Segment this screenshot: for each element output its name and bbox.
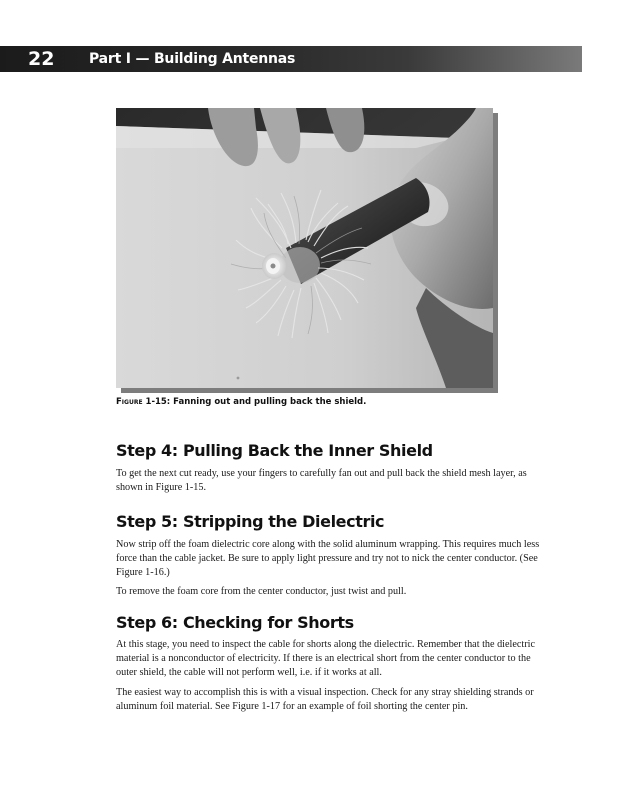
page-number: 22 bbox=[28, 48, 55, 70]
step-5-paragraph-1: Now strip off the foam dielectric core along with the solid aluminum wrapping. This requires much less force than the cable jacket. Be sure to apply light pressure and try not to nick the center conductor. (See Figure 1-16.) bbox=[116, 539, 540, 578]
part-title: Part I — Building Antennas bbox=[89, 51, 296, 67]
figure-caption bbox=[116, 397, 366, 407]
step-6-paragraph-1: At this stage, you need to inspect the cable for shorts along the dielectric. Remember that the dielectric material is a nonconductor of electricity. If there is an electrical short from the center conductor to the outer shield, the cable will not perform well, i.e. if it works at all. bbox=[116, 639, 535, 678]
step-4-paragraph: To get the next cut ready, use your fingers to carefully fan out and pull back the shield mesh layer, as shown in Figure 1-15. bbox=[116, 468, 527, 493]
section-heading-step-4: Step 4: Pulling Back the Inner Shield bbox=[116, 441, 433, 460]
caption-text: 1-15: Fanning out and pulling back the shield. bbox=[145, 397, 367, 407]
section-heading-step-6: Step 6: Checking for Shorts bbox=[116, 613, 354, 632]
figure-photo bbox=[116, 108, 493, 388]
step-5-paragraph-2: To remove the foam core from the center conductor, just twist and pull. bbox=[116, 586, 407, 597]
step-6-paragraph-2: The easiest way to accomplish this is with a visual inspection. Check for any stray shielding strands or aluminum foil material. See Figure 1-17 for an example of foil shorting the center pin. bbox=[116, 687, 534, 712]
caption-label: Figure bbox=[116, 397, 143, 407]
coax-shield-photo bbox=[116, 108, 493, 388]
running-header bbox=[0, 46, 582, 72]
section-heading-step-5: Step 5: Stripping the Dielectric bbox=[116, 512, 385, 531]
